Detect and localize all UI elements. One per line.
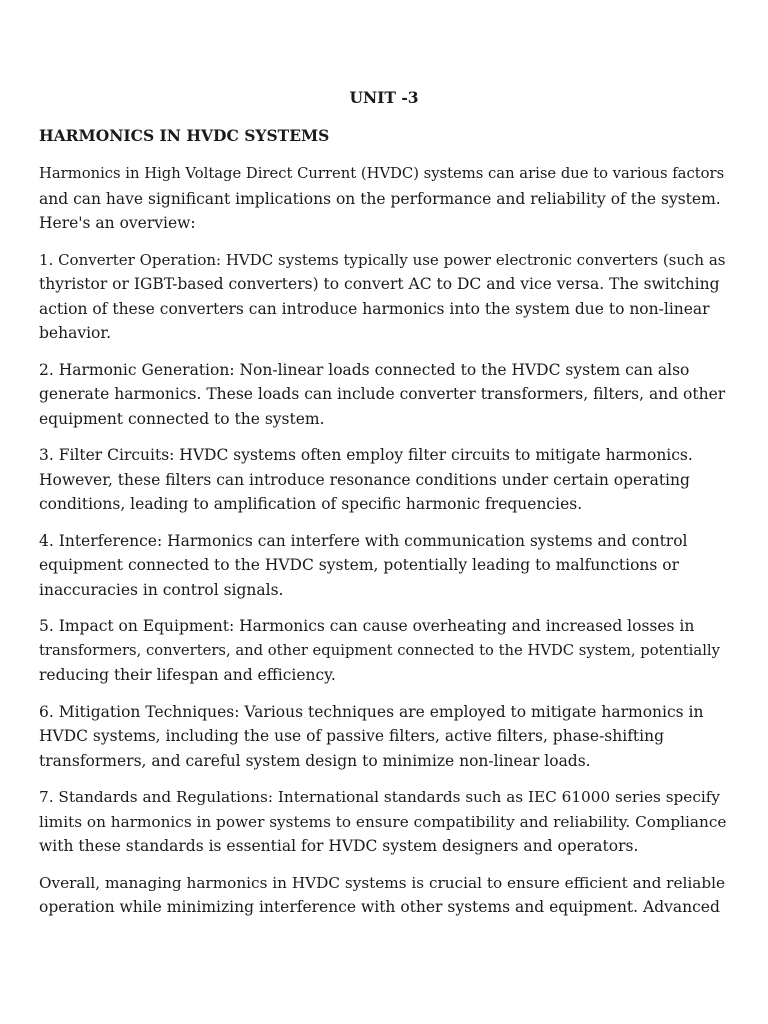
conclusion-paragraph: [39, 871, 729, 920]
point-interference: [39, 529, 729, 603]
section-heading: HARMONICS IN HVDC SYSTEMS: [39, 126, 330, 145]
intro-paragraph: [39, 162, 729, 236]
text-line: transformers, and careful system design to minimize non-linear loads.: [39, 751, 591, 770]
point-mitigation-techniques: [39, 700, 729, 774]
text-line: limits on harmonics in power systems to ensure compatibility and reliability. Compliance: [39, 812, 727, 831]
text-line: generate harmonics. These loads can include converter transformers, filters, and other: [39, 385, 726, 403]
text-line: reducing their lifespan and efficiency.: [39, 666, 336, 684]
text-line: 4. Interference: Harmonics can interfere with communication systems and control: [39, 531, 688, 550]
text-line: HVDC systems, including the use of passive filters, active filters, phase-shifting: [39, 727, 665, 745]
text-line: behavior.: [39, 324, 111, 342]
point-filter-circuits: [39, 443, 729, 517]
text-line: equipment connected to the system.: [39, 409, 325, 428]
text-line: 6. Mitigation Techniques: Various techniques are employed to mitigate harmonics in: [39, 702, 704, 721]
text-line: 3. Filter Circuits: HVDC systems often employ filter circuits to mitigate harmonics.: [39, 446, 693, 464]
text-line: However, these filters can introduce resonance conditions under certain operating: [39, 470, 690, 489]
text-line: Overall, managing harmonics in HVDC systems is crucial to ensure efficient and reliable: [39, 873, 726, 892]
unit-title: UNIT -3: [349, 88, 419, 107]
point-converter-operation: [39, 248, 729, 346]
text-line: Harmonics in High Voltage Direct Current (HVDC) systems can arise due to various factors: [39, 165, 725, 182]
text-line: and can have significant implications on the performance and reliability of the system.: [39, 189, 721, 208]
text-line: equipment connected to the HVDC system, potentially leading to malfunctions or: [39, 556, 680, 574]
text-line: conditions, leading to amplification of specific harmonic frequencies.: [39, 495, 583, 513]
text-line: action of these converters can introduce harmonics into the system due to non-linear: [39, 299, 710, 318]
text-line: Here's an overview:: [39, 214, 196, 232]
point-impact-on-equipment: [39, 614, 729, 688]
text-line: thyristor or IGBT-based converters) to convert AC to DC and vice versa. The switching: [39, 275, 720, 293]
text-line: 7. Standards and Regulations: International standards such as IEC 61000 series specify: [39, 788, 721, 806]
text-line: operation while minimizing interference with other systems and equipment. Advanced: [39, 898, 720, 916]
text-line: with these standards is essential for HVDC system designers and operators.: [39, 837, 639, 855]
document-body: [39, 162, 729, 932]
point-harmonic-generation: [39, 358, 729, 432]
text-line: transformers, converters, and other equipment connected to the HVDC system, potentially: [39, 641, 720, 659]
point-standards-and-regulations: [39, 785, 729, 859]
text-line: 1. Converter Operation: HVDC systems typically use power electronic converters (such as: [39, 250, 726, 269]
text-line: 2. Harmonic Generation: Non-linear loads connected to the HVDC system can also: [39, 360, 690, 379]
text-line: inaccuracies in control signals.: [39, 580, 284, 599]
text-line: 5. Impact on Equipment: Harmonics can cause overheating and increased losses in: [39, 617, 695, 635]
